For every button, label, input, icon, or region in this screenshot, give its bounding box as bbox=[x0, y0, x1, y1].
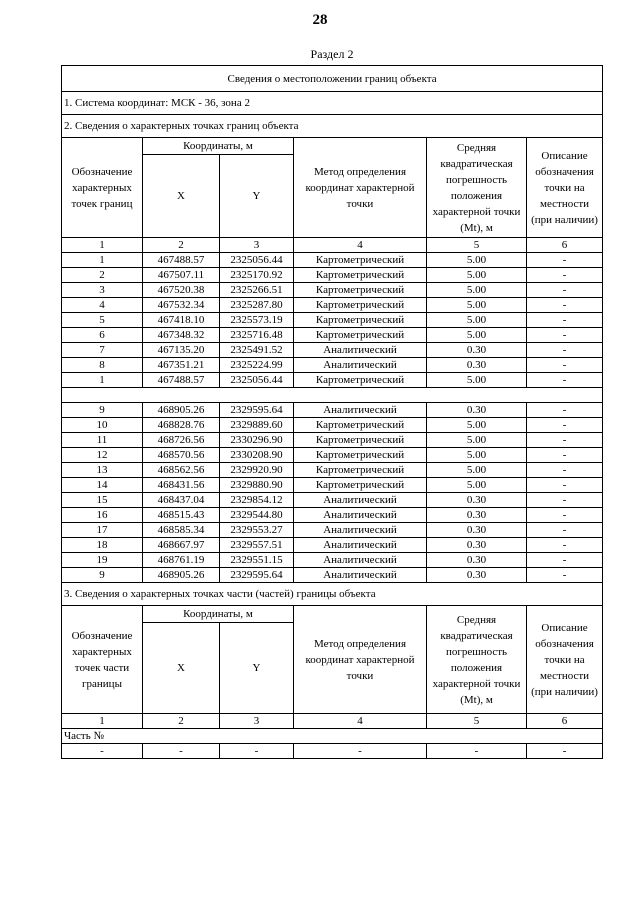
table-cell: 1 bbox=[62, 253, 143, 268]
table-cell: 5.00 bbox=[427, 478, 527, 493]
table-cell: - bbox=[527, 568, 603, 583]
table-cell: 7 bbox=[62, 343, 143, 358]
table-cell: - bbox=[527, 253, 603, 268]
table-cell: 2325716.48 bbox=[220, 328, 294, 343]
section3-title: 3. Сведения о характерных точках части (частей) границы объекта bbox=[62, 583, 603, 606]
table-cell: 13 bbox=[62, 463, 143, 478]
column-number: 3 bbox=[220, 714, 294, 729]
table-cell: - bbox=[527, 403, 603, 418]
part-header-error: Средняя квадратическая погрешность положения характерной точки (Mt), м bbox=[427, 606, 527, 714]
column-number: 2 bbox=[143, 714, 220, 729]
table-cell: - bbox=[527, 478, 603, 493]
table-row bbox=[62, 268, 603, 283]
table-cell: 467520.38 bbox=[143, 283, 220, 298]
table-cell: 467488.57 bbox=[143, 253, 220, 268]
header-coordinates: Координаты, м bbox=[143, 138, 294, 155]
table-cell: Аналитический bbox=[294, 343, 427, 358]
table-cell: - bbox=[527, 418, 603, 433]
table-cell: Картометрический bbox=[294, 478, 427, 493]
column-number: 1 bbox=[62, 714, 143, 729]
coord-system: 1. Система координат: МСК - 36, зона 2 bbox=[62, 92, 603, 115]
part-header-description: Описание обозначения точки на местности (при наличии) bbox=[527, 606, 603, 714]
table-cell: - bbox=[527, 553, 603, 568]
table-cell: - bbox=[527, 283, 603, 298]
table-cell: 2329595.64 bbox=[220, 568, 294, 583]
table-cell: 2325056.44 bbox=[220, 253, 294, 268]
table-cell: 2329544.80 bbox=[220, 508, 294, 523]
table-row bbox=[62, 328, 603, 343]
column-numbers-row bbox=[62, 238, 603, 253]
table-cell: 16 bbox=[62, 508, 143, 523]
table-cell: Аналитический bbox=[294, 523, 427, 538]
table-row bbox=[62, 508, 603, 523]
section2-title: 2. Сведения о характерных точках границ объекта bbox=[62, 115, 603, 138]
table-row bbox=[62, 433, 603, 448]
table-cell: - bbox=[143, 744, 220, 759]
section2-title-row bbox=[62, 115, 603, 138]
table-cell: 5.00 bbox=[427, 283, 527, 298]
table-cell: 5.00 bbox=[427, 268, 527, 283]
table-cell: 18 bbox=[62, 538, 143, 553]
table-cell: 0.30 bbox=[427, 403, 527, 418]
table-cell: 2329889.60 bbox=[220, 418, 294, 433]
table-cell: - bbox=[527, 744, 603, 759]
table-cell: 2330296.90 bbox=[220, 433, 294, 448]
table-cell: 468585.34 bbox=[143, 523, 220, 538]
table-cell: 0.30 bbox=[427, 493, 527, 508]
column-number: 4 bbox=[294, 714, 427, 729]
table-cell: 10 bbox=[62, 418, 143, 433]
header-method: Метод определения координат характерной точки bbox=[294, 138, 427, 238]
table-cell: - bbox=[527, 328, 603, 343]
part-label-row bbox=[62, 729, 603, 744]
table-cell: Аналитический bbox=[294, 403, 427, 418]
table-cell: 468437.04 bbox=[143, 493, 220, 508]
table-cell: 5.00 bbox=[427, 298, 527, 313]
table-cell: 2325170.92 bbox=[220, 268, 294, 283]
table-cell: - bbox=[527, 343, 603, 358]
table-cell: Картометрический bbox=[294, 418, 427, 433]
table-cell: 0.30 bbox=[427, 568, 527, 583]
column-number: 6 bbox=[527, 238, 603, 253]
table-cell: 0.30 bbox=[427, 508, 527, 523]
table-cell: 5.00 bbox=[427, 463, 527, 478]
part-header-method: Метод определения координат характерной точки bbox=[294, 606, 427, 714]
table-row bbox=[62, 553, 603, 568]
table-cell: 4 bbox=[62, 298, 143, 313]
table-cell: - bbox=[220, 744, 294, 759]
table-cell: 0.30 bbox=[427, 553, 527, 568]
table-cell: 468667.97 bbox=[143, 538, 220, 553]
table-cell: 17 bbox=[62, 523, 143, 538]
table-cell: - bbox=[427, 744, 527, 759]
part-label: Часть № bbox=[62, 729, 603, 744]
table-cell: 468905.26 bbox=[143, 568, 220, 583]
table-row bbox=[62, 403, 603, 418]
contour-separator bbox=[62, 388, 603, 403]
table-cell: 5.00 bbox=[427, 433, 527, 448]
table-cell: 5 bbox=[62, 313, 143, 328]
table-cell: Аналитический bbox=[294, 358, 427, 373]
header-x: X bbox=[143, 155, 220, 238]
section3-title-row bbox=[62, 583, 603, 606]
table-cell: - bbox=[527, 508, 603, 523]
table-cell: - bbox=[527, 268, 603, 283]
table-cell: - bbox=[527, 523, 603, 538]
table-cell: 3 bbox=[62, 283, 143, 298]
table-cell: 2329595.64 bbox=[220, 403, 294, 418]
table-cell: 12 bbox=[62, 448, 143, 463]
table-row bbox=[62, 358, 603, 373]
column-number: 4 bbox=[294, 238, 427, 253]
table-cell: 2330208.90 bbox=[220, 448, 294, 463]
contour-separator-row bbox=[62, 388, 603, 403]
table-cell: 468828.76 bbox=[143, 418, 220, 433]
table-cell: 468726.56 bbox=[143, 433, 220, 448]
table-cell: 2325491.52 bbox=[220, 343, 294, 358]
table-cell: 8 bbox=[62, 358, 143, 373]
table-cell: 468905.26 bbox=[143, 403, 220, 418]
table-cell: 467488.57 bbox=[143, 373, 220, 388]
table-cell: 2325266.51 bbox=[220, 283, 294, 298]
header-error: Средняя квадратическая погрешность положения характерной точки (Mt), м bbox=[427, 138, 527, 238]
table-cell: Аналитический bbox=[294, 553, 427, 568]
header-y: Y bbox=[220, 155, 294, 238]
part-header-row-top bbox=[62, 606, 603, 623]
table-cell: 2329551.15 bbox=[220, 553, 294, 568]
table-cell: 468761.19 bbox=[143, 553, 220, 568]
table-cell: Картометрический bbox=[294, 433, 427, 448]
coord-system-row bbox=[62, 92, 603, 115]
table-cell: Картометрический bbox=[294, 313, 427, 328]
table-row bbox=[62, 538, 603, 553]
column-number: 1 bbox=[62, 238, 143, 253]
table-cell: - bbox=[527, 298, 603, 313]
table-cell: 5.00 bbox=[427, 448, 527, 463]
table-cell: 0.30 bbox=[427, 523, 527, 538]
part-header-coordinates: Координаты, м bbox=[143, 606, 294, 623]
table-cell: Картометрический bbox=[294, 283, 427, 298]
table-row bbox=[62, 523, 603, 538]
table-cell: 5.00 bbox=[427, 313, 527, 328]
table-row bbox=[62, 478, 603, 493]
table-cell: - bbox=[527, 313, 603, 328]
table-cell: 467348.32 bbox=[143, 328, 220, 343]
table-cell: 2329854.12 bbox=[220, 493, 294, 508]
column-number: 6 bbox=[527, 714, 603, 729]
table-cell: 2325056.44 bbox=[220, 373, 294, 388]
table-cell: Аналитический bbox=[294, 538, 427, 553]
table-title-row bbox=[62, 66, 603, 92]
table-row bbox=[62, 283, 603, 298]
table-cell: 467351.21 bbox=[143, 358, 220, 373]
column-number: 5 bbox=[427, 238, 527, 253]
table-cell: 19 bbox=[62, 553, 143, 568]
part-header-y: Y bbox=[220, 623, 294, 714]
table-cell: 15 bbox=[62, 493, 143, 508]
part-header-points: Обозначение характерных точек части границы bbox=[62, 606, 143, 714]
table-cell: 9 bbox=[62, 568, 143, 583]
table-cell: 468562.56 bbox=[143, 463, 220, 478]
table-cell: 2325573.19 bbox=[220, 313, 294, 328]
table-cell: 467135.20 bbox=[143, 343, 220, 358]
table-cell: - bbox=[62, 744, 143, 759]
section-caption: Раздел 2 bbox=[310, 47, 354, 61]
column-number: 5 bbox=[427, 714, 527, 729]
table-cell: Аналитический bbox=[294, 508, 427, 523]
table-cell: 2329553.27 bbox=[220, 523, 294, 538]
table-cell: 2 bbox=[62, 268, 143, 283]
table-cell: Картометрический bbox=[294, 328, 427, 343]
table-cell: - bbox=[527, 433, 603, 448]
table-cell: Аналитический bbox=[294, 568, 427, 583]
header-description: Описание обозначения точки на местности (при наличии) bbox=[527, 138, 603, 238]
table-row bbox=[62, 568, 603, 583]
table-cell: 467532.34 bbox=[143, 298, 220, 313]
header-row-top bbox=[62, 138, 603, 155]
boundary-table bbox=[61, 65, 603, 759]
table-cell: 0.30 bbox=[427, 343, 527, 358]
table-cell: - bbox=[527, 358, 603, 373]
table-row bbox=[62, 418, 603, 433]
table-cell: Аналитический bbox=[294, 493, 427, 508]
table-cell: 1 bbox=[62, 373, 143, 388]
table-row bbox=[62, 493, 603, 508]
table-row bbox=[62, 448, 603, 463]
table-cell: Картометрический bbox=[294, 253, 427, 268]
table-cell: - bbox=[527, 373, 603, 388]
page-number: 28 bbox=[312, 12, 328, 28]
table-cell: 0.30 bbox=[427, 538, 527, 553]
table-cell: 5.00 bbox=[427, 418, 527, 433]
table-cell: Картометрический bbox=[294, 298, 427, 313]
table-cell: 468570.56 bbox=[143, 448, 220, 463]
table-row bbox=[62, 373, 603, 388]
part-header-x: X bbox=[143, 623, 220, 714]
table-row bbox=[62, 253, 603, 268]
table-cell: 5.00 bbox=[427, 373, 527, 388]
column-number: 2 bbox=[143, 238, 220, 253]
table-cell: 6 bbox=[62, 328, 143, 343]
table-cell: 11 bbox=[62, 433, 143, 448]
table-cell: - bbox=[527, 538, 603, 553]
table-cell: 5.00 bbox=[427, 328, 527, 343]
table-cell: Картометрический bbox=[294, 463, 427, 478]
part-empty-row bbox=[62, 744, 603, 759]
table-cell: 2325287.80 bbox=[220, 298, 294, 313]
table-cell: 2325224.99 bbox=[220, 358, 294, 373]
table-row bbox=[62, 298, 603, 313]
table-row bbox=[62, 463, 603, 478]
table-row bbox=[62, 313, 603, 328]
table-cell: Картометрический bbox=[294, 448, 427, 463]
table-cell: 0.30 bbox=[427, 358, 527, 373]
table-cell: 468431.56 bbox=[143, 478, 220, 493]
table-cell: 14 bbox=[62, 478, 143, 493]
table-cell: 467418.10 bbox=[143, 313, 220, 328]
table-row bbox=[62, 343, 603, 358]
table-cell: Картометрический bbox=[294, 268, 427, 283]
table-cell: 467507.11 bbox=[143, 268, 220, 283]
table-cell: 5.00 bbox=[427, 253, 527, 268]
table-cell: 468515.43 bbox=[143, 508, 220, 523]
table-cell: 2329880.90 bbox=[220, 478, 294, 493]
table-cell: - bbox=[527, 493, 603, 508]
table-cell: Картометрический bbox=[294, 373, 427, 388]
column-number: 3 bbox=[220, 238, 294, 253]
table-cell: - bbox=[527, 463, 603, 478]
part-column-numbers-row bbox=[62, 714, 603, 729]
table-cell: - bbox=[527, 448, 603, 463]
table-cell: - bbox=[294, 744, 427, 759]
table-cell: 9 bbox=[62, 403, 143, 418]
table-cell: 2329557.51 bbox=[220, 538, 294, 553]
table-cell: 2329920.90 bbox=[220, 463, 294, 478]
header-points: Обозначение характерных точек границ bbox=[62, 138, 143, 238]
table-title: Сведения о местоположении границ объекта bbox=[62, 66, 603, 92]
